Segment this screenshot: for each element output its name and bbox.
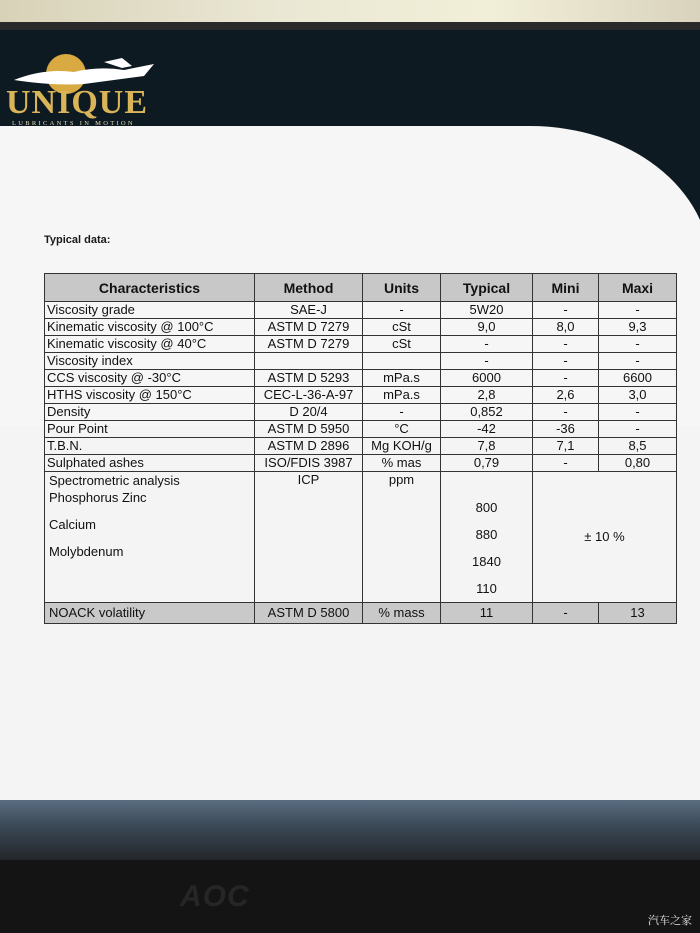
units-cell: °C — [363, 421, 441, 438]
characteristic-cell: Kinematic viscosity @ 100°C — [45, 319, 255, 336]
column-header: Mini — [533, 274, 599, 302]
method-cell: CEC-L-36-A-97 — [255, 387, 363, 404]
table-row — [45, 370, 677, 387]
maxi-cell: 13 — [599, 603, 677, 624]
background-glare — [0, 0, 700, 22]
column-header: Maxi — [599, 274, 677, 302]
monitor-bezel — [0, 860, 700, 933]
method-cell: ICP — [255, 472, 363, 603]
maxi-cell: 8,5 — [599, 438, 677, 455]
mini-cell: 7,1 — [533, 438, 599, 455]
method-cell: ASTM D 7279 — [255, 319, 363, 336]
characteristic-cell: T.B.N. — [45, 438, 255, 455]
table-row — [45, 455, 677, 472]
brand-logo — [4, 40, 164, 130]
brand-name: UNIQUE — [6, 84, 149, 121]
maxi-cell: - — [599, 353, 677, 370]
typical-cell: 2,8 — [441, 387, 533, 404]
typical-cell: - — [441, 336, 533, 353]
mini-cell: - — [533, 302, 599, 319]
units-cell: - — [363, 302, 441, 319]
units-cell — [363, 353, 441, 370]
maxi-cell: 9,3 — [599, 319, 677, 336]
characteristic-cell: Kinematic viscosity @ 40°C — [45, 336, 255, 353]
column-header: Method — [255, 274, 363, 302]
spectro-value: 800 — [475, 500, 498, 515]
characteristic-cell: Density — [45, 404, 255, 421]
spectrometric-labels — [45, 472, 255, 603]
maxi-cell: - — [599, 404, 677, 421]
mini-cell: - — [533, 370, 599, 387]
spectro-label: Phosphorus Zinc — [49, 490, 147, 505]
units-cell: % mass — [363, 603, 441, 624]
table-row — [45, 319, 677, 336]
typical-cell: - — [441, 353, 533, 370]
table-row — [45, 404, 677, 421]
method-cell: ASTM D 7279 — [255, 336, 363, 353]
typical-cell: 6000 — [441, 370, 533, 387]
monitor-screen — [0, 30, 700, 830]
method-cell: ASTM D 5293 — [255, 370, 363, 387]
mini-cell: - — [533, 455, 599, 472]
typical-cell — [441, 472, 533, 603]
table-row — [45, 421, 677, 438]
noack-row — [45, 603, 677, 624]
method-cell: ISO/FDIS 3987 — [255, 455, 363, 472]
characteristic-cell: Sulphated ashes — [45, 455, 255, 472]
spectro-value: 880 — [475, 527, 498, 542]
spectro-value: 110 — [476, 581, 497, 596]
screen-bottom-edge — [0, 800, 700, 860]
spectro-value: 1840 — [472, 554, 501, 569]
typical-cell: -42 — [441, 421, 533, 438]
spectrometric-row — [45, 472, 677, 603]
table-row — [45, 302, 677, 319]
table-row — [45, 438, 677, 455]
maxi-cell: 6600 — [599, 370, 677, 387]
method-cell: D 20/4 — [255, 404, 363, 421]
section-title: Typical data: — [44, 234, 111, 246]
spectro-label: Spectrometric analysis — [49, 473, 180, 488]
characteristic-cell: Pour Point — [45, 421, 255, 438]
method-cell: ASTM D 2896 — [255, 438, 363, 455]
units-cell: mPa.s — [363, 370, 441, 387]
method-cell: ASTM D 5950 — [255, 421, 363, 438]
mini-cell: 2,6 — [533, 387, 599, 404]
units-cell: - — [363, 404, 441, 421]
mini-cell: -36 — [533, 421, 599, 438]
maxi-cell: 0,80 — [599, 455, 677, 472]
characteristic-cell: NOACK volatility — [45, 603, 255, 624]
typical-data-table — [44, 273, 677, 624]
typical-cell: 9,0 — [441, 319, 533, 336]
method-cell — [255, 353, 363, 370]
column-header: Units — [363, 274, 441, 302]
table-row — [45, 387, 677, 404]
watermark: 汽车之家 — [648, 915, 692, 927]
column-header: Typical — [441, 274, 533, 302]
characteristic-cell: Viscosity index — [45, 353, 255, 370]
units-cell: ppm — [363, 472, 441, 603]
typical-cell: 11 — [441, 603, 533, 624]
mini-cell: - — [533, 603, 599, 624]
maxi-cell: - — [599, 421, 677, 438]
column-header: Characteristics — [45, 274, 255, 302]
mini-cell: 8,0 — [533, 319, 599, 336]
typical-cell: 7,8 — [441, 438, 533, 455]
method-cell: ASTM D 5800 — [255, 603, 363, 624]
table-row — [45, 336, 677, 353]
method-cell: SAE-J — [255, 302, 363, 319]
characteristic-cell: Viscosity grade — [45, 302, 255, 319]
table-row — [45, 353, 677, 370]
mini-cell: - — [533, 336, 599, 353]
characteristic-cell: HTHS viscosity @ 150°C — [45, 387, 255, 404]
mini-cell: - — [533, 353, 599, 370]
spectro-label: Molybdenum — [49, 544, 124, 559]
units-cell: mPa.s — [363, 387, 441, 404]
units-cell: Mg KOH/g — [363, 438, 441, 455]
tolerance-cell: ± 10 % — [533, 472, 677, 603]
units-cell: cSt — [363, 319, 441, 336]
units-cell: cSt — [363, 336, 441, 353]
brand-tagline: LUBRICANTS IN MOTION — [12, 120, 135, 127]
spectro-label: Calcium — [49, 517, 96, 532]
maxi-cell: - — [599, 336, 677, 353]
typical-cell: 5W20 — [441, 302, 533, 319]
mini-cell: - — [533, 404, 599, 421]
typical-cell: 0,852 — [441, 404, 533, 421]
maxi-cell: - — [599, 302, 677, 319]
units-cell: % mas — [363, 455, 441, 472]
typical-cell: 0,79 — [441, 455, 533, 472]
characteristic-cell: CCS viscosity @ -30°C — [45, 370, 255, 387]
maxi-cell: 3,0 — [599, 387, 677, 404]
monitor-brand: AOC — [180, 880, 250, 913]
table-header-row — [45, 274, 677, 302]
